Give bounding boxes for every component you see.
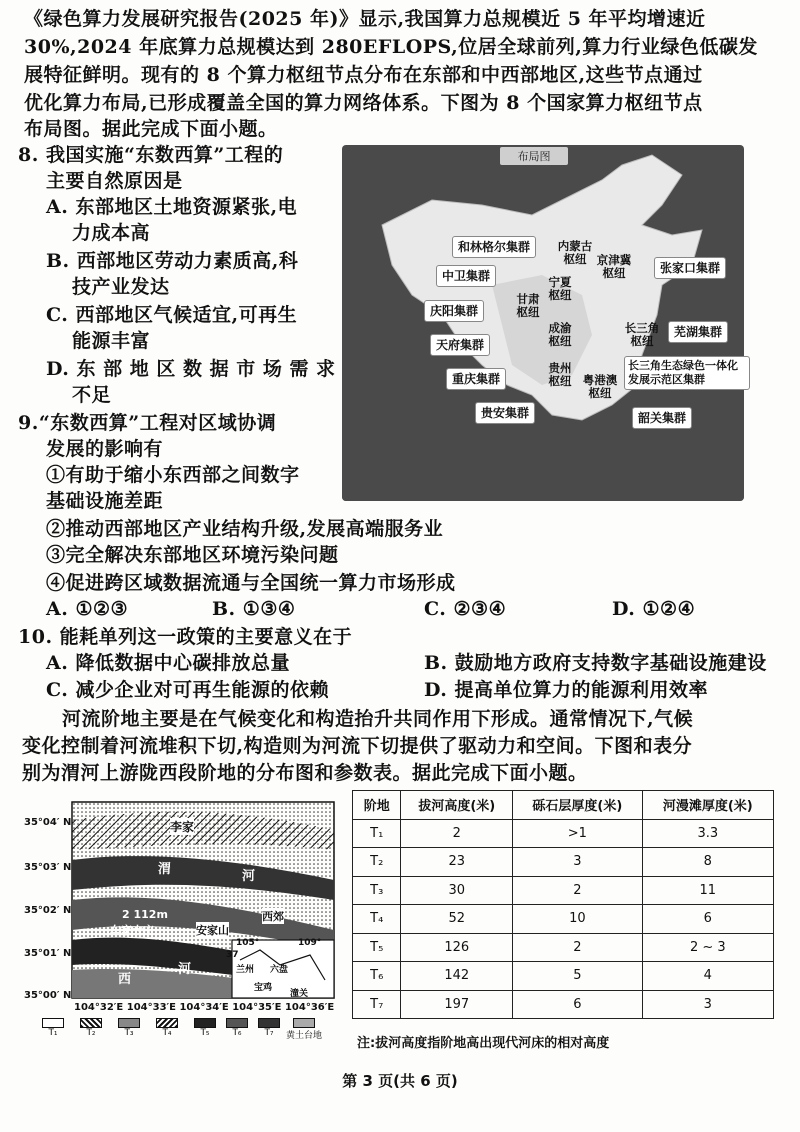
table-cell: 4 — [642, 962, 773, 991]
legend-t6: T₆ — [226, 1018, 248, 1038]
legend-t1: T₁ — [42, 1018, 64, 1038]
q9-item-1: ①有助于缩小东西部之间数字 — [46, 464, 300, 486]
table-cell: T₇ — [353, 990, 401, 1019]
table-cell: 2 — [513, 933, 642, 962]
lat-label: 35°02′ N — [24, 905, 72, 916]
q9-option-b[interactable]: B. ①③④ — [212, 598, 296, 620]
inset-label: 宝鸡 — [254, 983, 273, 993]
table-row — [353, 819, 774, 848]
hub-label: 京津冀 枢纽 — [596, 253, 632, 280]
place-label: 2 112m — [122, 908, 168, 921]
place-label: 河 — [242, 869, 256, 884]
lat-label: 35°01′ N — [24, 948, 72, 959]
cluster-label: 中卫集群 — [436, 265, 496, 287]
table-cell: 52 — [401, 905, 513, 934]
cluster-label: 重庆集群 — [446, 368, 506, 390]
cluster-label: 贵安集群 — [475, 402, 535, 424]
intro-line-5: 布局图。据此完成下面小题。 — [24, 118, 278, 140]
cluster-label: 天府集群 — [430, 334, 490, 356]
intro-line-1: 《绿色算力发展研究报告(2025 年)》显示,我国算力总规模近 5 年平均增速近 — [24, 8, 706, 30]
q8-option-d-1[interactable]: D. 东 部 地 区 数 据 市 场 需 求 — [46, 358, 336, 380]
inset-label: 潼关 — [290, 989, 309, 999]
table-header-row — [353, 791, 774, 820]
table-row — [353, 990, 774, 1019]
table-row — [353, 962, 774, 991]
lat-label: 35°04′ N — [24, 817, 72, 828]
place-label: 李家 — [170, 820, 195, 834]
q8-option-b-1[interactable]: B. 西部地区劳动力素质高,科 — [46, 250, 299, 272]
table-cell: 2 ~ 3 — [642, 933, 773, 962]
hub-label: 宁夏 枢纽 — [548, 275, 572, 302]
legend-t4: T₄ — [156, 1018, 178, 1038]
table-cell: 10 — [513, 905, 642, 934]
q8-stem-1: 8. 我国实施“东数西算”工程的 — [18, 144, 284, 166]
place-label: 安家山 — [196, 924, 229, 937]
lat-label: 35°03′ N — [24, 862, 72, 873]
table-header: 阶地 — [353, 791, 401, 820]
cluster-label: 张家口集群 — [654, 257, 726, 279]
table-row — [353, 905, 774, 934]
q10-option-b[interactable]: B. 鼓励地方政府支持数字基础设施建设 — [424, 652, 767, 674]
table-cell: T₂ — [353, 848, 401, 877]
table-cell: 3.3 — [642, 819, 773, 848]
hub-label: 粤港澳 枢纽 — [582, 373, 618, 400]
passage2-line-3: 别为渭河上游陇西段阶地的分布图和参数表。据此完成下面小题。 — [22, 762, 588, 784]
inset-label: 兰州 — [236, 965, 255, 975]
q9-stem-2: 发展的影响有 — [46, 438, 164, 460]
legend-t5: T₅ — [194, 1018, 216, 1038]
place-label: 车家大庄 — [110, 924, 154, 937]
table-cell: 23 — [401, 848, 513, 877]
lat-label: 35°00′ N — [24, 990, 72, 1001]
inset-label: 109° — [298, 938, 322, 948]
q10-option-c[interactable]: C. 减少企业对可再生能源的依赖 — [46, 679, 330, 701]
table-cell: 6 — [642, 905, 773, 934]
cluster-label: 和林格尔集群 — [452, 236, 536, 258]
table-cell: T₅ — [353, 933, 401, 962]
q8-stem-2: 主要自然原因是 — [46, 170, 183, 192]
table-row — [353, 848, 774, 877]
table-cell: 11 — [642, 876, 773, 905]
hub-label: 长三角 枢纽 — [624, 321, 660, 348]
q9-item-3: ③完全解决东部地区环境污染问题 — [46, 544, 339, 566]
table-cell: 3 — [513, 848, 642, 877]
q8-option-c-2: 能源丰富 — [72, 330, 151, 352]
q9-item-4: ④促进跨区域数据流通与全国统一算力市场形成 — [46, 572, 456, 594]
table-cell: T₄ — [353, 905, 401, 934]
page-number: 第 3 页(共 6 页) — [342, 1072, 458, 1090]
q9-option-d[interactable]: D. ①②④ — [612, 598, 696, 620]
hub-label: 甘肃 枢纽 — [516, 292, 540, 319]
q8-option-b-2: 技产业发达 — [72, 276, 170, 298]
inset-label: 105° — [236, 938, 260, 948]
table-header: 拔河高度(米) — [401, 791, 513, 820]
q9-option-c[interactable]: C. ②③④ — [424, 598, 507, 620]
table-cell: T₁ — [353, 819, 401, 848]
legend-t3: T₃ — [118, 1018, 140, 1038]
q10-option-d[interactable]: D. 提高单位算力的能源利用效率 — [424, 679, 709, 701]
table-cell: 2 — [513, 876, 642, 905]
table-cell: 5 — [513, 962, 642, 991]
cluster-label: 芜湖集群 — [668, 321, 728, 343]
table-cell: 2 — [401, 819, 513, 848]
table-cell: 142 — [401, 962, 513, 991]
inset-label: 六盘 — [270, 965, 289, 975]
place-label: 西 — [118, 972, 132, 987]
table-cell: >1 — [513, 819, 642, 848]
terrace-parameter-table — [352, 790, 774, 1019]
q8-option-d-2: 不足 — [72, 384, 112, 406]
q9-option-a[interactable]: A. ①②③ — [46, 598, 129, 620]
lon-labels: 104°32′E 104°33′E 104°34′E 104°35′E 104°36′E — [74, 1002, 335, 1013]
table-cell: 197 — [401, 990, 513, 1019]
place-label: 西郊 — [262, 910, 284, 923]
intro-line-4: 优化算力布局,已形成覆盖全国的算力网络体系。下图为 8 个国家算力枢纽节点 — [24, 92, 703, 114]
intro-line-3: 展特征鲜明。现有的 8 个算力枢纽节点分布在东部和中西部地区,这些节点通过 — [24, 64, 703, 86]
cluster-label: 韶关集群 — [632, 407, 692, 429]
intro-line-2: 30%,2024 年底算力总规模达到 280EFLOPS,位居全球前列,算力行业绿色低碳发 — [24, 36, 758, 58]
table-cell: T₆ — [353, 962, 401, 991]
hub-label: 贵州 枢纽 — [548, 361, 572, 388]
place-label: 渭 — [158, 862, 172, 877]
inset-label: 37 — [226, 950, 239, 960]
table-header: 河漫滩厚度(米) — [642, 791, 773, 820]
table-note: 注:拔河高度指阶地高出现代河床的相对高度 — [357, 1036, 610, 1051]
passage2-line-1: 河流阶地主要是在气候变化和构造抬升共同作用下形成。通常情况下,气候 — [62, 708, 694, 730]
q9-item-1b: 基础设施差距 — [46, 490, 164, 512]
table-row — [353, 876, 774, 905]
map-title: 布局图 — [500, 147, 568, 165]
legend-t2: T₂ — [80, 1018, 102, 1038]
q10-stem: 10. 能耗单列这一政策的主要意义在于 — [18, 626, 353, 648]
passage2-line-2: 变化控制着河流堆积下切,构造则为河流下切提供了驱动力和空间。下图和表分 — [22, 735, 693, 757]
table-cell: 6 — [513, 990, 642, 1019]
legend-loess: 黄土台地 — [286, 1018, 322, 1041]
place-label: 河 — [178, 962, 192, 977]
q8-option-a-1[interactable]: A. 东部地区土地资源紧张,电 — [46, 196, 298, 218]
cluster-label: 庆阳集群 — [424, 300, 484, 322]
q9-stem-1: 9.“东数西算”工程对区域协调 — [18, 412, 277, 434]
table-cell: 126 — [401, 933, 513, 962]
q8-option-a-2: 力成本高 — [72, 222, 151, 244]
legend-t7: T₇ — [258, 1018, 280, 1038]
hub-label: 内蒙古 枢纽 — [557, 239, 593, 266]
q10-option-a[interactable]: A. 降低数据中心碳排放总量 — [46, 652, 290, 674]
cluster-label: 长三角生态绿色一体化发展示范区集群 — [624, 356, 750, 390]
q8-option-c-1[interactable]: C. 西部地区气候适宜,可再生 — [46, 304, 298, 326]
table-cell: T₃ — [353, 876, 401, 905]
table-header: 砾石层厚度(米) — [513, 791, 642, 820]
table-row — [353, 933, 774, 962]
table-cell: 30 — [401, 876, 513, 905]
hub-label: 成渝 枢纽 — [548, 321, 572, 348]
q9-item-2: ②推动西部地区产业结构升级,发展高端服务业 — [46, 518, 444, 540]
table-cell: 8 — [642, 848, 773, 877]
table-cell: 3 — [642, 990, 773, 1019]
